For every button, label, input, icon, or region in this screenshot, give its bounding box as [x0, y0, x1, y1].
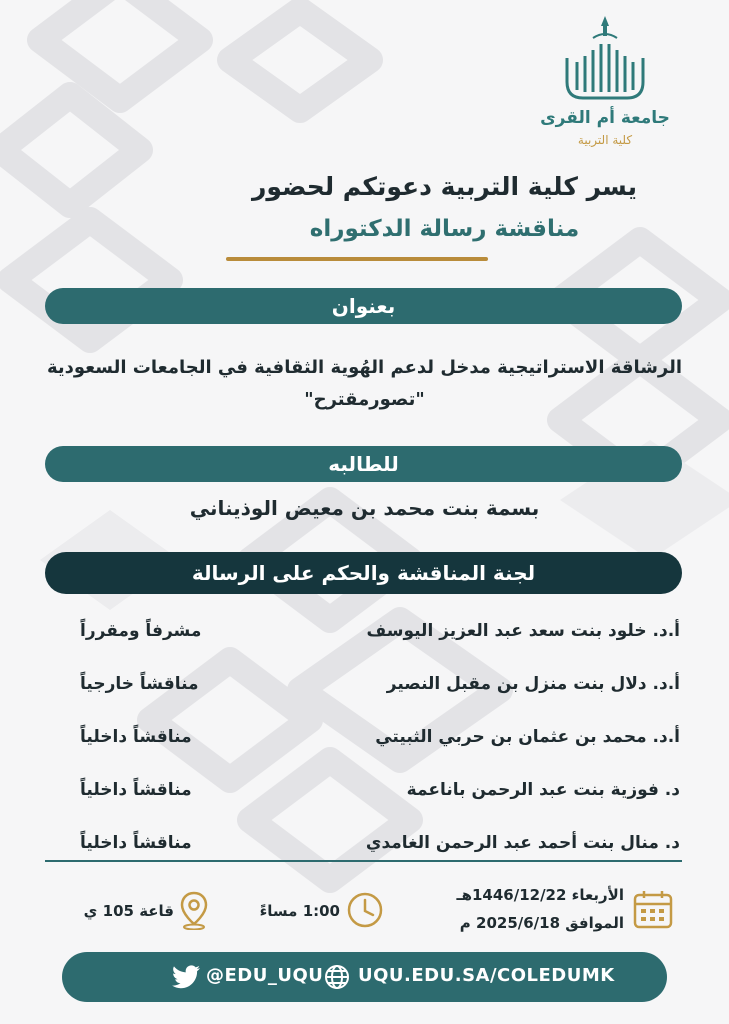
student-name: بسمة بنت محمد بن معيض الوذيناني — [189, 496, 540, 520]
invitation-heading: يسر كلية التربية دعوتكم لحضور — [252, 172, 637, 201]
event-heading: مناقشة رسالة الدكتوراه — [309, 216, 580, 242]
globe-icon — [324, 964, 350, 990]
event-details — [0, 880, 729, 940]
clock-icon — [345, 890, 385, 930]
calendar-icon — [632, 888, 674, 930]
college-name: كلية التربية — [577, 133, 633, 147]
member-name: أ.د. محمد بن عثمان بن حربي الثبيتي — [375, 726, 680, 747]
thesis-title — [40, 352, 689, 416]
university-logo — [520, 12, 690, 152]
member-role: مناقشاً داخلياً — [80, 779, 192, 800]
member-role: مشرفاً ومقرراً — [80, 620, 202, 641]
date-gregorian: الموافق 2025/6/18 م — [459, 914, 624, 932]
section-divider — [45, 860, 682, 862]
member-name: د. فوزية بنت عبد الرحمن باناعمة — [406, 779, 680, 800]
student-label-band: للطالبه — [45, 446, 682, 482]
thesis-title-line2: "تصورمقترح" — [304, 389, 425, 410]
gold-divider — [226, 257, 488, 261]
member-role: مناقشاً خارجياً — [80, 673, 199, 694]
member-role: مناقشاً داخلياً — [80, 832, 192, 853]
member-name: أ.د. خلود بنت سعد عبد العزيز اليوسف — [366, 620, 680, 641]
website-link[interactable]: UQU.EDU.SA/COLEDUMK — [358, 965, 615, 986]
location-pin-icon — [178, 890, 210, 930]
committee-member — [80, 604, 680, 657]
event-time: 1:00 مساءً — [259, 902, 340, 920]
twitter-icon[interactable] — [172, 965, 200, 989]
member-role: مناقشاً داخلياً — [80, 726, 192, 747]
committee-member — [80, 763, 680, 816]
committee-member — [80, 657, 680, 710]
committee-label-band: لجنة المناقشة والحكم على الرسالة — [45, 552, 682, 594]
university-logo-icon — [555, 12, 655, 104]
event-room: قاعة 105 ي — [83, 902, 174, 920]
member-name: د. منال بنت أحمد عبد الرحمن الغامدي — [365, 832, 680, 853]
university-name: جامعة أم القرى — [540, 108, 670, 128]
thesis-title-line1: الرشاقة الاستراتيجية مدخل لدعم الهُوية الثقافية في الجامعات السعودية — [46, 357, 683, 378]
committee-member — [80, 710, 680, 763]
date-hijri: الأربعاء 1446/12/22هـ — [456, 886, 624, 904]
committee-list — [80, 604, 680, 869]
title-label-band: بعنوان — [45, 288, 682, 324]
twitter-handle[interactable]: @EDU_UQU — [206, 965, 324, 986]
member-name: أ.د. دلال بنت منزل بن مقبل النصير — [386, 673, 680, 694]
footer-bar — [62, 952, 667, 1002]
